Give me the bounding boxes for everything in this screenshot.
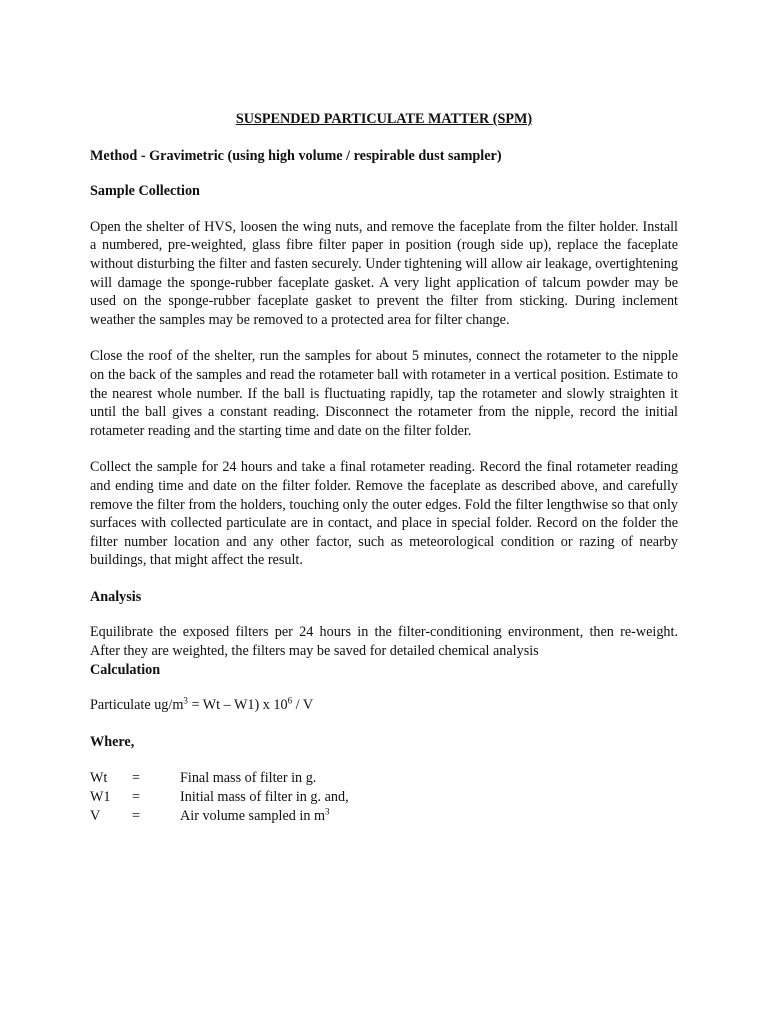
variable-description-exponent: 3 <box>325 806 330 817</box>
variable-description <box>180 788 678 807</box>
formula-middle: = Wt – W1) x 10 <box>187 697 288 714</box>
variable-description <box>180 807 678 826</box>
paragraph-sample-collection: Collect the sample for 24 hours and take a final rotameter reading. Record the final rotameter reading and ending time and date on the filter folder. Remove the faceplate as described above, and carefully remove the filter from the holders, touching only the outer edges. Fold the filter lengthwise so that only surfaces with collected particulate are in contact, and place in special folder. Record on the folder the filter number location and any other factor, such as meteorological condition or razing of nearby buildings, that might affect the result. <box>90 459 678 569</box>
variable-description <box>180 769 678 788</box>
paragraph-filter-installation: Open the shelter of HVS, loosen the wing nuts, and remove the faceplate from the filter holder. Install a numbered, pre-weighted, glass fibre filter paper in position (rough side up), replace the faceplate without disturbing the filter and fasten securely. Under tightening will allow air leakage, overtightening will damage the sponge-rubber faceplate gasket. A very light application of talcum powder may be used on the sponge-rubber faceplate gasket to prevent the filter from sticking. During inclement weather the samples may be removed to a protected area for filter change. <box>90 218 678 328</box>
paragraph-rotameter-reading: Close the roof of the shelter, run the samples for about 5 minutes, connect the rotameter to the nipple on the back of the samples and read the rotameter ball with rotameter in a vertical position. Estimate to the nearest whole number. If the ball is fluctuating rapidly, tap the rotameter and slowly straighten it until the ball gives a constant reading. Disconnect the rotameter from the nipple, record the initial rotameter reading and the starting time and date on the filter folder. <box>90 348 678 439</box>
variable-equals: = <box>132 789 141 806</box>
variable-description-text: Final mass of filter in g. <box>180 770 317 787</box>
formula-exponent-2: 6 <box>287 695 293 706</box>
variable-symbol: V <box>90 808 101 825</box>
variable-symbol: Wt <box>90 770 108 787</box>
variable-description-text: Air volume sampled in m <box>180 808 326 825</box>
document-page <box>90 110 678 826</box>
variable-equals: = <box>132 770 141 787</box>
sample-collection-heading: Sample Collection <box>90 183 200 200</box>
formula-exponent-1: 3 <box>183 695 188 706</box>
variable-row-wt <box>90 769 678 788</box>
formula-suffix: / V <box>292 697 314 714</box>
variable-description-text: Initial mass of filter in g. and, <box>180 789 349 806</box>
where-heading: Where, <box>90 733 135 750</box>
variable-symbol: W1 <box>90 789 111 806</box>
document-title: SUSPENDED PARTICULATE MATTER (SPM) <box>235 111 533 127</box>
variable-row-v <box>90 807 678 826</box>
method-heading: Method - Gravimetric (using high volume / respirable dust sampler) <box>90 147 502 164</box>
analysis-heading: Analysis <box>90 588 142 605</box>
formula-prefix: Particulate ug/m <box>90 697 184 714</box>
calculation-heading: Calculation <box>90 661 161 678</box>
variable-row-w1 <box>90 788 678 807</box>
variable-equals: = <box>132 808 141 825</box>
analysis-paragraph: Equilibrate the exposed filters per 24 hours in the filter-conditioning environment, then re-weight. After they are weighted, the filters may be saved for detailed chemical analysis <box>90 624 678 660</box>
particulate-formula <box>90 696 678 715</box>
